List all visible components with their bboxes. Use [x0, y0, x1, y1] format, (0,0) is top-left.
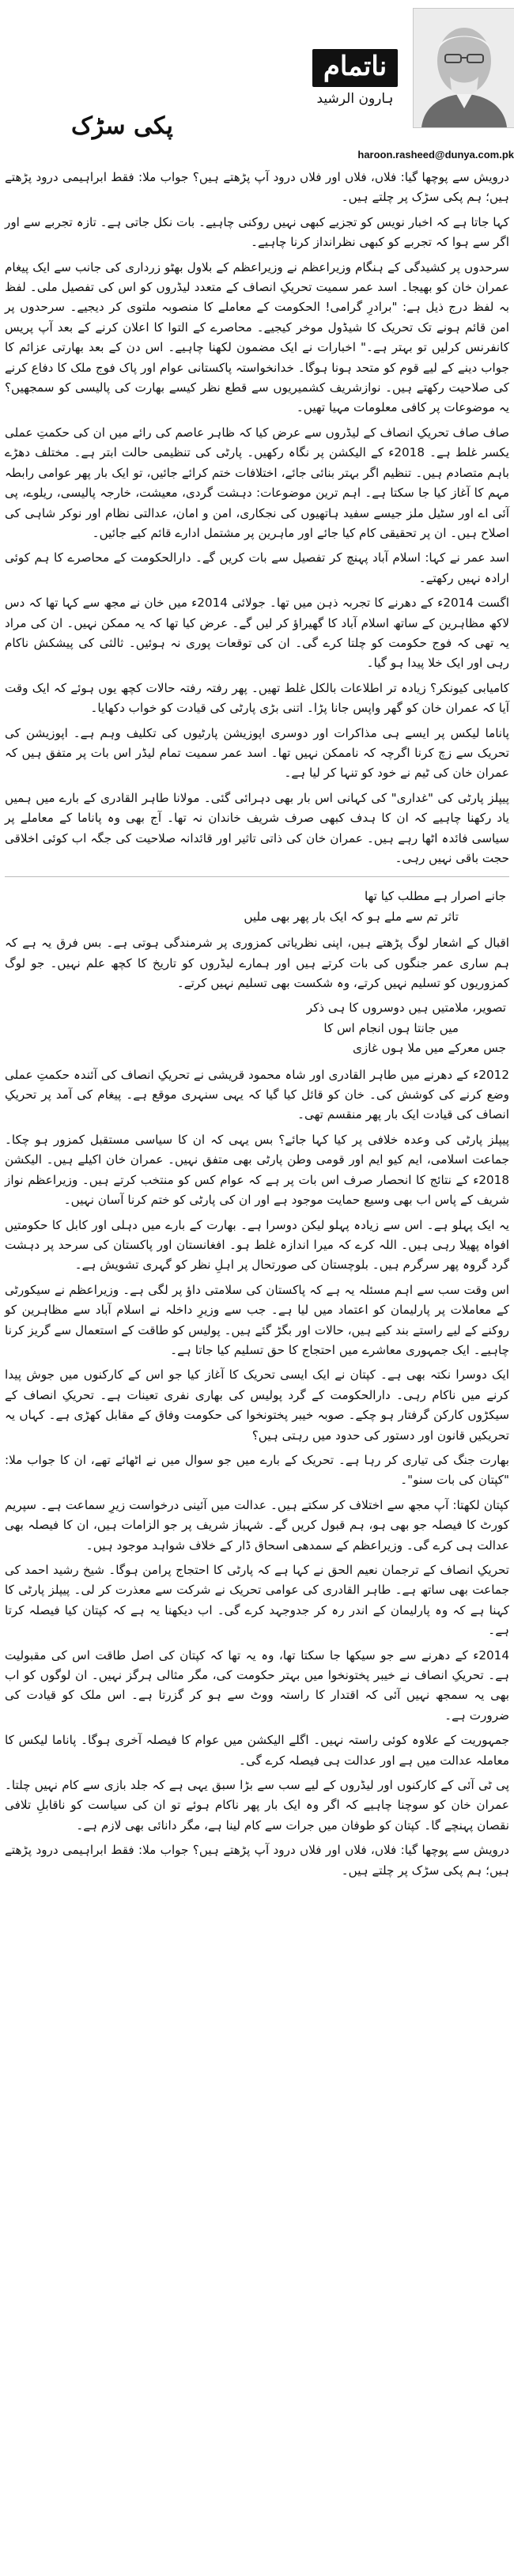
verse-line: تصویر، ملامتیں ہیں دوسروں کا ہی ذکر [306, 1001, 506, 1016]
paragraph: درویش سے پوچھا گیا: فلاں، فلاں اور فلاں درود آپ پڑھتے ہیں؟ جواب ملا: فقط ابراہیمی درود پڑھتے ہیں؛ ہم پکی سڑک پر چلتے ہیں۔ [5, 1843, 509, 1878]
paragraph: پیپلز پارٹی کی وعدہ خلافی پر کیا کہا جائے؟ بس یہی کہ ان کا سیاسی مستقبل کمزور ہو چکا۔ جماعت اسلامی، ایم کیو ایم اور قومی وطن پارٹی بھی متفق نہیں۔ عمران خان اکیلے ہیں۔ الیکشن 2018ء کے نتائج کا انحصار صرف اس بات پر ہے کہ عوام کس کو منتخب کرتے ہیں۔ وزیراعظم نواز شریف کے پاس اب بھی وسیع حمایت موجود ہے اور ان کی پارٹی کو ختم کرنا آسان نہیں۔ [5, 1132, 509, 1208]
verse-line: میں جانتا ہوں انجام اس کا [323, 1020, 459, 1035]
author-email: haroon.rasheed@dunya.com.pk [357, 149, 514, 161]
paragraph: 2014ء کے دھرنے سے جو سیکھا جا سکتا تھا، وہ یہ تھا کہ کپتان کی اصل طاقت اس کی مقبولیت ہے۔ تحریکِ انصاف نے خیبر پختونخوا میں بہتر حکومت کی، مگر مثالی ہرگز نہیں۔ ان لوگوں کو اب بھی یہ سمجھ نہیں آئی کہ اقتدار کا راستہ ووٹ سے ہو کر گزرتا ہے۔ اس ملک کو قیادت کی ضرورت ہے۔ [5, 1647, 509, 1723]
verse-line: تاثر تم سے ملے ہو کہ ایک بار پھر بھی ملیں [244, 909, 459, 924]
verse-block [5, 998, 509, 1058]
column-header [3, 0, 514, 168]
paragraph: پیپلز پارٹی کی "غداری" کی کہانی اس بار بھی دہرائی گئی۔ مولانا طاہر القادری کے بارے میں ہمیں یاد رکھنا چاہیے کہ ان کا ہدف کبھی صرف شریف خاندان نہ تھا۔ آج بھی وہ پاناما کے معاملے پر سیاسی فائدہ اٹھا رہے ہیں۔ عمران خان کی ذاتی تاثیر اور قائدانہ صلاحیت کی جگہ اب کوئی اخلاقی حجت باقی نہیں رہی۔ [5, 790, 509, 865]
column-name: ناتمام [312, 49, 398, 87]
author-portrait-icon [414, 9, 514, 127]
paragraph: تحریکِ انصاف کے ترجمان نعیم الحق نے کہا ہے کہ پارٹی کا احتجاج پرامن ہوگا۔ شیخ رشید احمد کی جماعت بھی ساتھ ہے۔ طاہر القادری کی عوامی تحریک نے شرکت سے معذرت کر لی۔ پیپلز پارٹی کا کہنا ہے کہ وہ پارلیمان کے اندر رہ کر جدوجہد کرے گی۔ اب دیکھنا یہ ہے کہ کپتان کیا فیصلہ کرتا ہے۔ [5, 1563, 509, 1638]
verse-line: جانے اصرار ہے مطلب کیا تھا [365, 889, 506, 904]
paragraph: پاناما لیکس پر ایسے ہی مذاکرات اور دوسری اپوزیشن پارٹیوں کی تکلیف وہم ہے۔ اپوزیشن کی تحریک سے زچ کرنا اگرچہ کہ ناممکن نہیں تھا۔ اسد عمر سمیت تمام لیڈر اس بات پر متفق ہیں کہ عمران خان کی ٹیم نے خود کو تنہا کر لیا ہے۔ [5, 725, 509, 781]
section-divider [5, 876, 509, 877]
paragraph: درویش سے پوچھا گیا: فلاں، فلاں اور فلاں درود آپ پڑھتے ہیں؟ جواب ملا: فقط ابراہیمی درود پڑھتے ہیں؛ ہم پکی سڑک پر چلتے ہیں۔ [5, 170, 509, 205]
paragraph: کپتان لکھتا: آپ مجھ سے اختلاف کر سکتے ہیں۔ عدالت میں آئینی درخواست زیرِ سماعت ہے۔ سپریم کورٹ کا فیصلہ جو بھی ہو، ہم قبول کریں گے۔ شہباز شریف پر جو الزامات ہیں، ان کا فیصلہ بھی عدالت ہی کرے گی۔ وزیراعظم کے سمدھی اسحاق ڈار کے خلاف شواہد موجود ہیں۔ [5, 1497, 509, 1553]
paragraph: پی ٹی آئی کے کارکنوں اور لیڈروں کے لیے سب سے بڑا سبق یہی ہے کہ جلد بازی سے کام نہیں چلتا۔ عمران خان کو سوچنا چاہیے کہ اگر وہ ایک بار پھر ناکام ہوئے تو ان کی سیاست کو ناقابلِ تلافی نقصان پہنچے گا۔ کپتان کو طوفان میں جرات سے کام لینا ہے، مگر دانائی بھی لازم ہے۔ [5, 1778, 509, 1833]
paragraph: اسد عمر نے کہا: اسلام آباد پہنچ کر تفصیل سے بات کریں گے۔ دارالحکومت کے محاصرے کا ہم کوئی ارادہ نہیں رکھتے۔ [5, 550, 509, 585]
paragraph: کہا جاتا ہے کہ اخبار نویس کو تجزیے کبھی نہیں روکنی چاہیے۔ بات نکل جاتی ہے۔ تازہ تجربے سے اور اگر سے ہوا کہ تجربے کو کبھی نظرانداز کرنا چاہیے۔ [5, 214, 509, 250]
paragraph: ایک دوسرا نکتہ بھی ہے۔ کپتان نے ایک ایسی تحریک کا آغاز کیا جو اس کے کارکنوں میں جوش پیدا کرنے میں ناکام رہی۔ دارالحکومت کے گرد پولیس کی بھاری نفری تعینات ہے۔ تحریکِ انصاف کے سیکڑوں کارکن گرفتار ہو چکے۔ صوبہ خیبر پختونخوا کی حکومت وفاق کے مقابل کھڑی ہے۔ کہاں یہ تحریکیں قانون اور دستور کی حدود میں رہتی ہیں؟ [5, 1367, 509, 1443]
paragraph: اگست 2014ء کے دھرنے کا تجربہ ذہن میں تھا۔ جولائی 2014ء میں خان نے مجھ سے کہا تھا کہ دس لاکھ مظاہرین کے ساتھ اسلام آباد کا گھیراؤ کر لیں گے۔ عرض کیا تھا کہ یہ ممکن نہیں۔ ان کی مراد یہ تھی کہ فوج حکومت کو چلتا کرے گی۔ ان کی توقعات پوری نہ ہوئیں۔ ثالثی کی پیشکش ناکام رہی اور ایک خلا پیدا ہو گیا۔ [5, 596, 509, 671]
verse-line: جس معرکے میں ملا ہوں غازی [352, 1041, 506, 1056]
author-portrait [413, 8, 514, 128]
paragraph: 2012ء کے دھرنے میں طاہر القادری اور شاہ محمود قریشی نے تحریکِ انصاف کی آئندہ حکمتِ عملی وضع کرنے کی کوشش کی۔ خان کو قائل کیا گیا کہ یہی سنہری موقع ہے۔ پیغام کی آمد پر تحریکِ انصاف کی قیادت ایک بار پھر منقسم تھی۔ [5, 1067, 509, 1122]
paragraph: اقبال کے اشعار لوگ پڑھتے ہیں، اپنی نظریاتی کمزوری پر شرمندگی ہوتی ہے۔ بس فرق یہ ہے کہ ہم ساری عمر جنگوں کی بات کرتے ہیں اور ہمارے لیڈروں کو تاریخ کا کچھ علم نہیں۔ جو لوگ کمزوریوں کو تسلیم نہیں کرتے، وہ شکست بھی تسلیم نہیں کرتے۔ [5, 936, 509, 991]
paragraph: یہ ایک پہلو ہے۔ اس سے زیادہ پہلو لیکن دوسرا ہے۔ بھارت کے بارے میں دہلی اور کابل کا حکومتیں افواہ پھیلا رہی ہیں۔ اللہ کرے کہ میرا اندازہ غلط ہو۔ افغانستان اور پاکستان کی سرحد پر دہشت گرد گروہ پھر سرگرم ہیں۔ بلوچستان کی صورتحال پر اہلِ نظر کو گہری تشویش ہے۔ [5, 1217, 509, 1273]
article-headline: پکی سڑک [71, 112, 173, 140]
paragraph: بھارت جنگ کی تیاری کر رہا ہے۔ تحریک کے بارے میں جو سوال میں نے اٹھائے تھے، ان کا جواب ملا: "کپتان کی بات سنو"۔ [5, 1452, 509, 1488]
author-name: ہارون الرشید [316, 91, 394, 107]
paragraph: اس وقت سب سے اہم مسئلہ یہ ہے کہ پاکستان کی سلامتی داؤ پر لگی ہے۔ وزیراعظم نے سیکورٹی کے معاملات پر پارلیمان کو اعتماد میں لیا ہے۔ جب سے وزیرِ داخلہ نے اسلام آباد سے مظاہرین کو روکنے کے لیے راستے بند کیے ہیں، حالات اور بگڑ گئے ہیں۔ پولیس کو طاقت کے استعمال سے گریز کرنا چاہیے۔ ایک جمہوری معاشرے میں احتجاج کا حق تسلیم کیا جاتا ہے۔ [5, 1282, 509, 1357]
paragraph: جمہوریت کے علاوہ کوئی راستہ نہیں۔ اگلے الیکشن میں عوام کا فیصلہ آخری ہوگا۔ پاناما لیکس کا معاملہ عدالت میں ہے اور عدالت ہی فیصلہ کرے گی۔ [5, 1733, 509, 1768]
column-masthead [296, 49, 414, 107]
paragraph: صاف صاف تحریکِ انصاف کے لیڈروں سے عرض کیا کہ ظاہر عاصم کی رائے میں ان کی حکمتِ عملی یکسر غلط ہے۔ 2018ء کے الیکشن پر نگاہ رکھیں۔ پارٹی کی تنظیمی حالت ابتر ہے۔ مختلف دھڑے باہم متصادم ہیں۔ تنظیم اگر بہتر بنائی جائے، اختلافات ختم کرائے جائیں، تو ایک بار پھر عوامی رابطہ مہم کا آغاز کیا جا سکتا ہے۔ اہم ترین موضوعات: دہشت گردی، معیشت، خارجہ پالیسی، ریلوے، پی آئی اے اور سٹیل ملز جیسے سفید ہاتھیوں کی نجکاری، امن و امان، عدالتی نظام اور نوکر شاہی کی اصلاح ہیں۔ ان پر تحقیقی کام کیا جائے اور ماہرین پر مشتمل ادارے قائم کیے جائیں۔ [5, 425, 510, 540]
paragraph: سرحدوں پر کشیدگی کے ہنگام وزیراعظم نے وزیراعظم کے بلاول بھٹو زرداری کی جانب سے ایک پیغام عمران خان کو بھیجا۔ اسد عمر سمیت تحریکِ انصاف کے متعدد لیڈروں کو اس کی تفصیل ملی۔ لفظ بہ لفظ درج ذیل ہے: "برادرِ گرامی! الحکومت کے معاملے کا منصوبہ ملتوی کر دیجیے۔ سرحدوں پر امن قائم ہونے تک تحریک کا شیڈول موخر کیجیے۔ محاصرے کے التوا کا اعلان کرنے کے بعد آپ پریس کانفرنس کرلیں تو بہتر ہے۔" اخبارات نے ایک مضمون لکھنا چاہیے۔ اس دن کے بعد بھارتی عزائم کا جواب دینے کے لیے قوم کو متحد ہونا ہوگا۔ خدانخواستہ پاکستانی عوام اور پاک فوج ملک کا دفاع کرنے کی صلاحیت رکھتے ہیں۔ نوازشریف کشمیریوں سے قطع نظر کیسے بھارت کی پالیسی کو سمجھیں؟ یہ موضوعات پر کافی معلومات مہیا تھیں۔ [5, 259, 509, 415]
article-body [3, 168, 511, 1881]
verse-block [5, 887, 509, 927]
paragraph: کامیابی کیونکر؟ زیادہ تر اطلاعات بالکل غلط تھیں۔ پھر رفتہ رفتہ حالات کچھ یوں ہوئے کہ ایک وقت آیا کہ عمران خان کو گھر واپس جانا پڑا۔ اتنی بڑی پارٹی کی قیادت کو خواب دکھایا۔ [5, 680, 509, 716]
